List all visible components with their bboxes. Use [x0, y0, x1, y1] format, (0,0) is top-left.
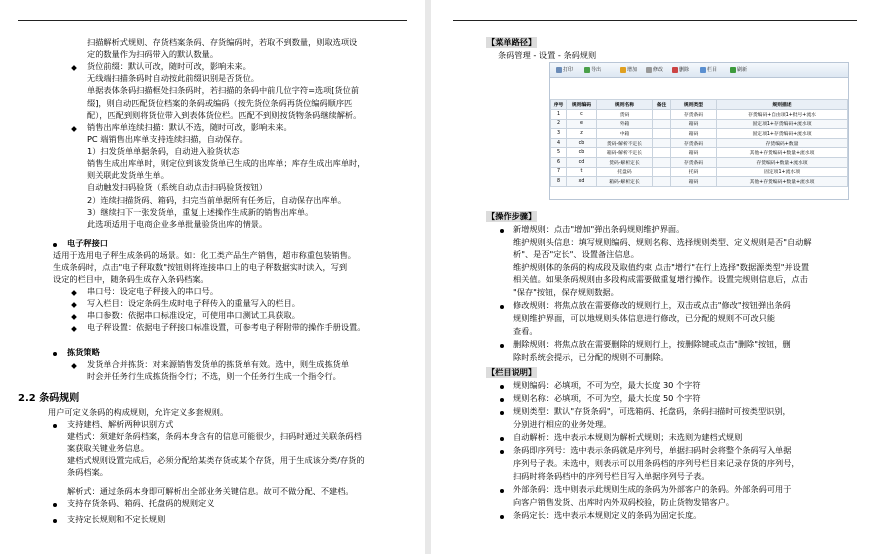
table-cell: 托盘码 — [597, 167, 653, 177]
round-bullet-icon — [53, 424, 57, 428]
table-row[interactable] — [551, 177, 848, 187]
text-line: 支持定长规则和不定长规则 — [67, 514, 166, 524]
table-cell — [653, 177, 671, 187]
text-line: 适用于选用电子秤生成条码的场景。如：化工类产品生产销售，超市称重包装销售。 — [53, 250, 356, 260]
column-header[interactable]: 序号 — [551, 100, 567, 110]
text-line: 查看。 — [513, 326, 538, 336]
text-line: 修改规则：将焦点放在需要修改的规则行上，双击或点击"修改"按钮弹出条码 — [513, 300, 791, 310]
table-cell: 箱码-解析不定长 — [597, 148, 653, 158]
printer-icon — [556, 67, 562, 73]
text-line: 扫码时将条码档中的序列号栏目写入单据序列号子表。 — [513, 471, 710, 481]
delete-button[interactable]: 删除 — [672, 66, 689, 74]
text-line: 扫描解析式规则、存货档案条码、存货编码时，若取不到数量，则取选项设 — [87, 37, 358, 47]
table-cell: e — [567, 119, 597, 129]
table-cell: 货码-解析定长 — [597, 157, 653, 167]
text-line: 1）扫发货单单据条码，自动进入验货状态 — [87, 146, 240, 156]
column-header[interactable]: 备注 — [653, 100, 671, 110]
text-line: PC 端销售出库单支持连续扫描，自动保存。 — [87, 134, 248, 144]
add-icon — [620, 67, 626, 73]
rule-table — [550, 99, 848, 187]
text-line: "保存"按钮，保存规则数据。 — [513, 287, 619, 297]
text-line: 建档式规则设置完成后，必须分配给某类存货或某个存货，用于生成该分类/存货的 — [67, 455, 365, 465]
table-cell: 固定项1+流水项 — [717, 167, 848, 177]
round-bullet-icon — [500, 344, 504, 348]
text-line: 无线端扫描条码时自动按此前缀识别是否货位。 — [87, 73, 259, 83]
table-cell: 存货条码 — [671, 157, 717, 167]
round-bullet-icon — [53, 519, 57, 523]
text-line: 外部条码：选中则表示此规则生成的条码为外部客户的条码。外部条码可用于 — [513, 484, 792, 494]
text-line: 建档式：须建好条码档案，条码本身含有的信息可能很少，扫码时通过关联条码档 — [67, 431, 362, 441]
option-goods-prefix: 货位前缀：默认可改，随时可改，影响未来。 — [87, 61, 251, 71]
text-line: 自动解析：选中表示本规则为解析式规则；未选则为建档式规则 — [513, 432, 743, 442]
table-cell: 固定项1+存货编码+流水项 — [717, 129, 848, 139]
text-line: 串口号：设定电子秤接入的串口号。 — [87, 286, 219, 296]
table-cell: 固定项1+存货编码+流水项 — [717, 119, 848, 129]
table-cell: cd — [567, 157, 597, 167]
table-cell: 货码 — [597, 110, 653, 120]
text-line: 规则维护界面，可以地规则头体信息进行修改，已分配的规则不可改只能 — [513, 313, 776, 323]
table-cell: c — [567, 110, 597, 120]
column-header[interactable]: 规则名称 — [597, 100, 653, 110]
table-cell: 托码 — [671, 167, 717, 177]
rule-list-screenshot — [549, 62, 849, 200]
table-cell: 4 — [551, 138, 567, 148]
table-cell — [653, 129, 671, 139]
table-cell: 箱码 — [671, 148, 717, 158]
text-line: 相关值。如果条码规则由多段构成需要做重复增行操作。设置完规则信息后，点击 — [513, 274, 808, 284]
text-line: 配），匹配到则将货位带入到表体货位栏。匹配不到则按货物条码继续解析。 — [87, 110, 362, 120]
table-cell: 存货编码+自由项1+批号+流水 — [717, 110, 848, 120]
round-bullet-icon — [53, 243, 57, 247]
table-cell: 箱码-解析定长 — [597, 177, 653, 187]
column-header[interactable]: 规则类型 — [671, 100, 717, 110]
text-line: 3）继续扫下一张发货单，重复上述操作生成新的销售出库单。 — [87, 207, 314, 217]
table-cell: 3 — [551, 129, 567, 139]
text-line: 新增规则：点击"增加"弹出条码规则维护界面。 — [513, 224, 685, 234]
table-cell: 中箱 — [597, 129, 653, 139]
export-icon — [584, 67, 590, 73]
table-cell — [653, 110, 671, 120]
table-row[interactable] — [551, 157, 848, 167]
text-line: 规则类型：默认"存货条码"，可选箱码、托盘码，条码扫描时可按类型识别， — [513, 406, 791, 416]
table-cell: t — [567, 167, 597, 177]
export-button[interactable]: 导出 — [584, 66, 601, 74]
menu-path: 条码管理 - 设置 - 条码规则 — [498, 50, 597, 60]
text-line: 序列号子表。未选中，则表示可以用条码档的序列号栏目来记录存货的序列号， — [513, 458, 800, 468]
table-cell: 存货条码 — [671, 138, 717, 148]
text-line: 时会并任务行生成拣货指令行；不选，则一个任务行生成一个指令行。 — [87, 371, 341, 381]
round-bullet-icon — [500, 437, 504, 441]
round-bullet-icon — [500, 489, 504, 493]
table-row[interactable] — [551, 119, 848, 129]
table-cell: 存货编码+数量 — [717, 138, 848, 148]
text-line: 分别进行相应的业务处理。 — [513, 419, 612, 429]
round-bullet-icon — [500, 305, 504, 309]
menu-path-heading: 【菜单路径】 — [487, 37, 537, 47]
table-cell: 2 — [551, 119, 567, 129]
header-rule — [18, 20, 407, 21]
columns-heading: 【栏目说明】 — [487, 367, 537, 377]
table-cell: 其他+存货编码+数量+流水项 — [717, 148, 848, 158]
text-line: 解析式：通过条码本身即可解析出全部业务关键信息。故可不做分配、不建档。 — [67, 486, 354, 496]
table-cell: 6 — [551, 157, 567, 167]
round-bullet-icon — [500, 515, 504, 519]
table-cell: 箱码 — [671, 177, 717, 187]
round-bullet-icon — [53, 352, 57, 356]
table-cell: 其他+存货编码+数量+流水项 — [717, 177, 848, 187]
table-row[interactable] — [551, 167, 848, 177]
text-line: 定的数量作为扫码带入的默认数量。 — [87, 49, 219, 59]
table-cell: z — [567, 129, 597, 139]
table-row[interactable] — [551, 129, 848, 139]
table-cell: 5 — [551, 148, 567, 158]
text-line: 支持存货条码、箱码、托盘码的规则定义 — [67, 498, 215, 508]
table-cell — [653, 119, 671, 129]
option-continuous-scan: 销售出库单连续扫描：默认不选，随时可改，影响未来。 — [87, 122, 292, 132]
table-row[interactable] — [551, 110, 848, 120]
screenshot-toolbar — [550, 63, 848, 78]
add-button[interactable]: 增加 — [620, 66, 637, 74]
steps-heading: 【操作步骤】 — [487, 211, 537, 221]
header-rule — [453, 20, 857, 21]
delete-icon — [672, 67, 678, 73]
table-cell: 存货编码+数量+流水项 — [717, 157, 848, 167]
table-cell: 货码-解析不定长 — [597, 138, 653, 148]
table-row[interactable] — [551, 148, 848, 158]
subheading-scale-interface: 电子秤接口 — [67, 238, 108, 248]
text-line: 写入栏目：设定条码生成时电子秤传入的重量写入的栏目。 — [87, 298, 300, 308]
table-cell — [653, 138, 671, 148]
table-cell: 箱码 — [671, 129, 717, 139]
text-line: 析"、是否"定长"、设置备注信息。 — [513, 249, 639, 259]
round-bullet-icon — [500, 411, 504, 415]
round-bullet-icon — [53, 503, 57, 507]
text-line: 规则编码：必填项，不可为空，最大长度 30 个字符 — [513, 380, 701, 390]
text-line: 除时系统会提示，已分配的规则不可删除。 — [513, 352, 669, 362]
text-line: 条码定长：选中表示本规则定义的条码为固定长度。 — [513, 510, 702, 520]
table-cell: 1 — [551, 110, 567, 120]
table-cell: 7 — [551, 167, 567, 177]
column-header[interactable]: 规则描述 — [717, 100, 848, 110]
subheading-picking-strategy: 拣货策略 — [67, 347, 100, 357]
table-cell: 存货条码 — [671, 110, 717, 120]
text-line: 2）连续扫描货码、箱码，扫完当前单据所有任务后，自动保存出库单。 — [87, 195, 347, 205]
table-cell: 8 — [551, 177, 567, 187]
text-line: 删除规则：将焦点放在需要删除的规则行上，按删除键或点击"删除"按钮，删 — [513, 339, 791, 349]
table-cell: xd — [567, 177, 597, 187]
round-bullet-icon — [500, 229, 504, 233]
text-line: 此选项适用于电商企业多单批量验货出库的情景。 — [87, 219, 268, 229]
round-bullet-icon — [500, 450, 504, 454]
text-line: 发货单合并拣货：对来源销售发货单的拣货单有效。选中，则生成拣货单 — [87, 359, 350, 369]
print-button[interactable]: 打印 — [556, 66, 573, 74]
table-cell: 箱码 — [671, 119, 717, 129]
edit-button[interactable]: 修改 — [646, 66, 663, 74]
table-cell: 外箱 — [597, 119, 653, 129]
table-cell: cb — [567, 138, 597, 148]
text-line: 单据表体条码扫描框处扫条码时，若扫描的条码中前几位字符=选项[货位前 — [87, 85, 360, 95]
edit-icon — [646, 67, 652, 73]
section-title: 2.2 条码规则 — [18, 393, 80, 404]
text-line: 用户可定义条码的构成规则，允许定义多套规则。 — [48, 407, 229, 417]
table-row[interactable] — [551, 138, 848, 148]
table-cell — [653, 167, 671, 177]
round-bullet-icon — [500, 398, 504, 402]
text-line: 电子秤设置：依据电子秤接口标准设置，可参考电子秤附带的操作手册设置。 — [87, 322, 366, 332]
columns-icon — [700, 67, 706, 73]
text-line: 规则名称：必填项，不可为空，最大长度 50 个字符 — [513, 393, 701, 403]
text-line: 条码档案。 — [67, 467, 108, 477]
text-line: 则关联此发货单生单。 — [87, 170, 169, 180]
text-line: 设定的栏目中，随条码生成存入条码档案。 — [53, 274, 209, 284]
columns-button[interactable]: 栏目 — [700, 66, 717, 74]
text-line: 维护规则头信息：填写规则编码、规则名称、选择规则类型、定义规则是否"自动解 — [513, 237, 812, 247]
table-cell — [653, 148, 671, 158]
text-line: 销售生成出库单时，则定位到该发货单已生成的出库单；库存生成出库单时， — [87, 158, 366, 168]
text-line: 条码即序列号：选中表示条码就是序列号，单据扫码时会将整个条码写入单据 — [513, 445, 792, 455]
text-line: 案获取关键业务信息。 — [67, 443, 149, 453]
text-line: 自动触发扫码验货（系统自动点击扫码验货按钮） — [87, 182, 268, 192]
column-header[interactable]: 规则编码 — [567, 100, 597, 110]
text-line: 串口参数：依据串口标准设定，可使用串口测试工具获取。 — [87, 310, 300, 320]
refresh-button[interactable]: 刷新 — [730, 66, 747, 74]
refresh-icon — [730, 67, 736, 73]
text-line: 生成条码时，点击"电子秤取数"按钮则将连接串口上的电子秤数据实时读入，写到 — [53, 262, 348, 272]
round-bullet-icon — [500, 385, 504, 389]
table-cell: cb — [567, 148, 597, 158]
text-line: 支持建档、解析两种识别方式 — [67, 419, 174, 429]
text-line: 向客户销售发货、出库时内外双码校验，防止货物发错客户。 — [513, 497, 735, 507]
text-line: 缀]，则自动匹配货位档案的条码或编码（按先货位条码再货位编码顺序匹 — [87, 98, 353, 108]
table-cell — [653, 157, 671, 167]
text-line: 维护规则体的条码的构成段及取值约束 点击"增行"在行上选择"数据源类型"并设置 — [513, 262, 810, 272]
